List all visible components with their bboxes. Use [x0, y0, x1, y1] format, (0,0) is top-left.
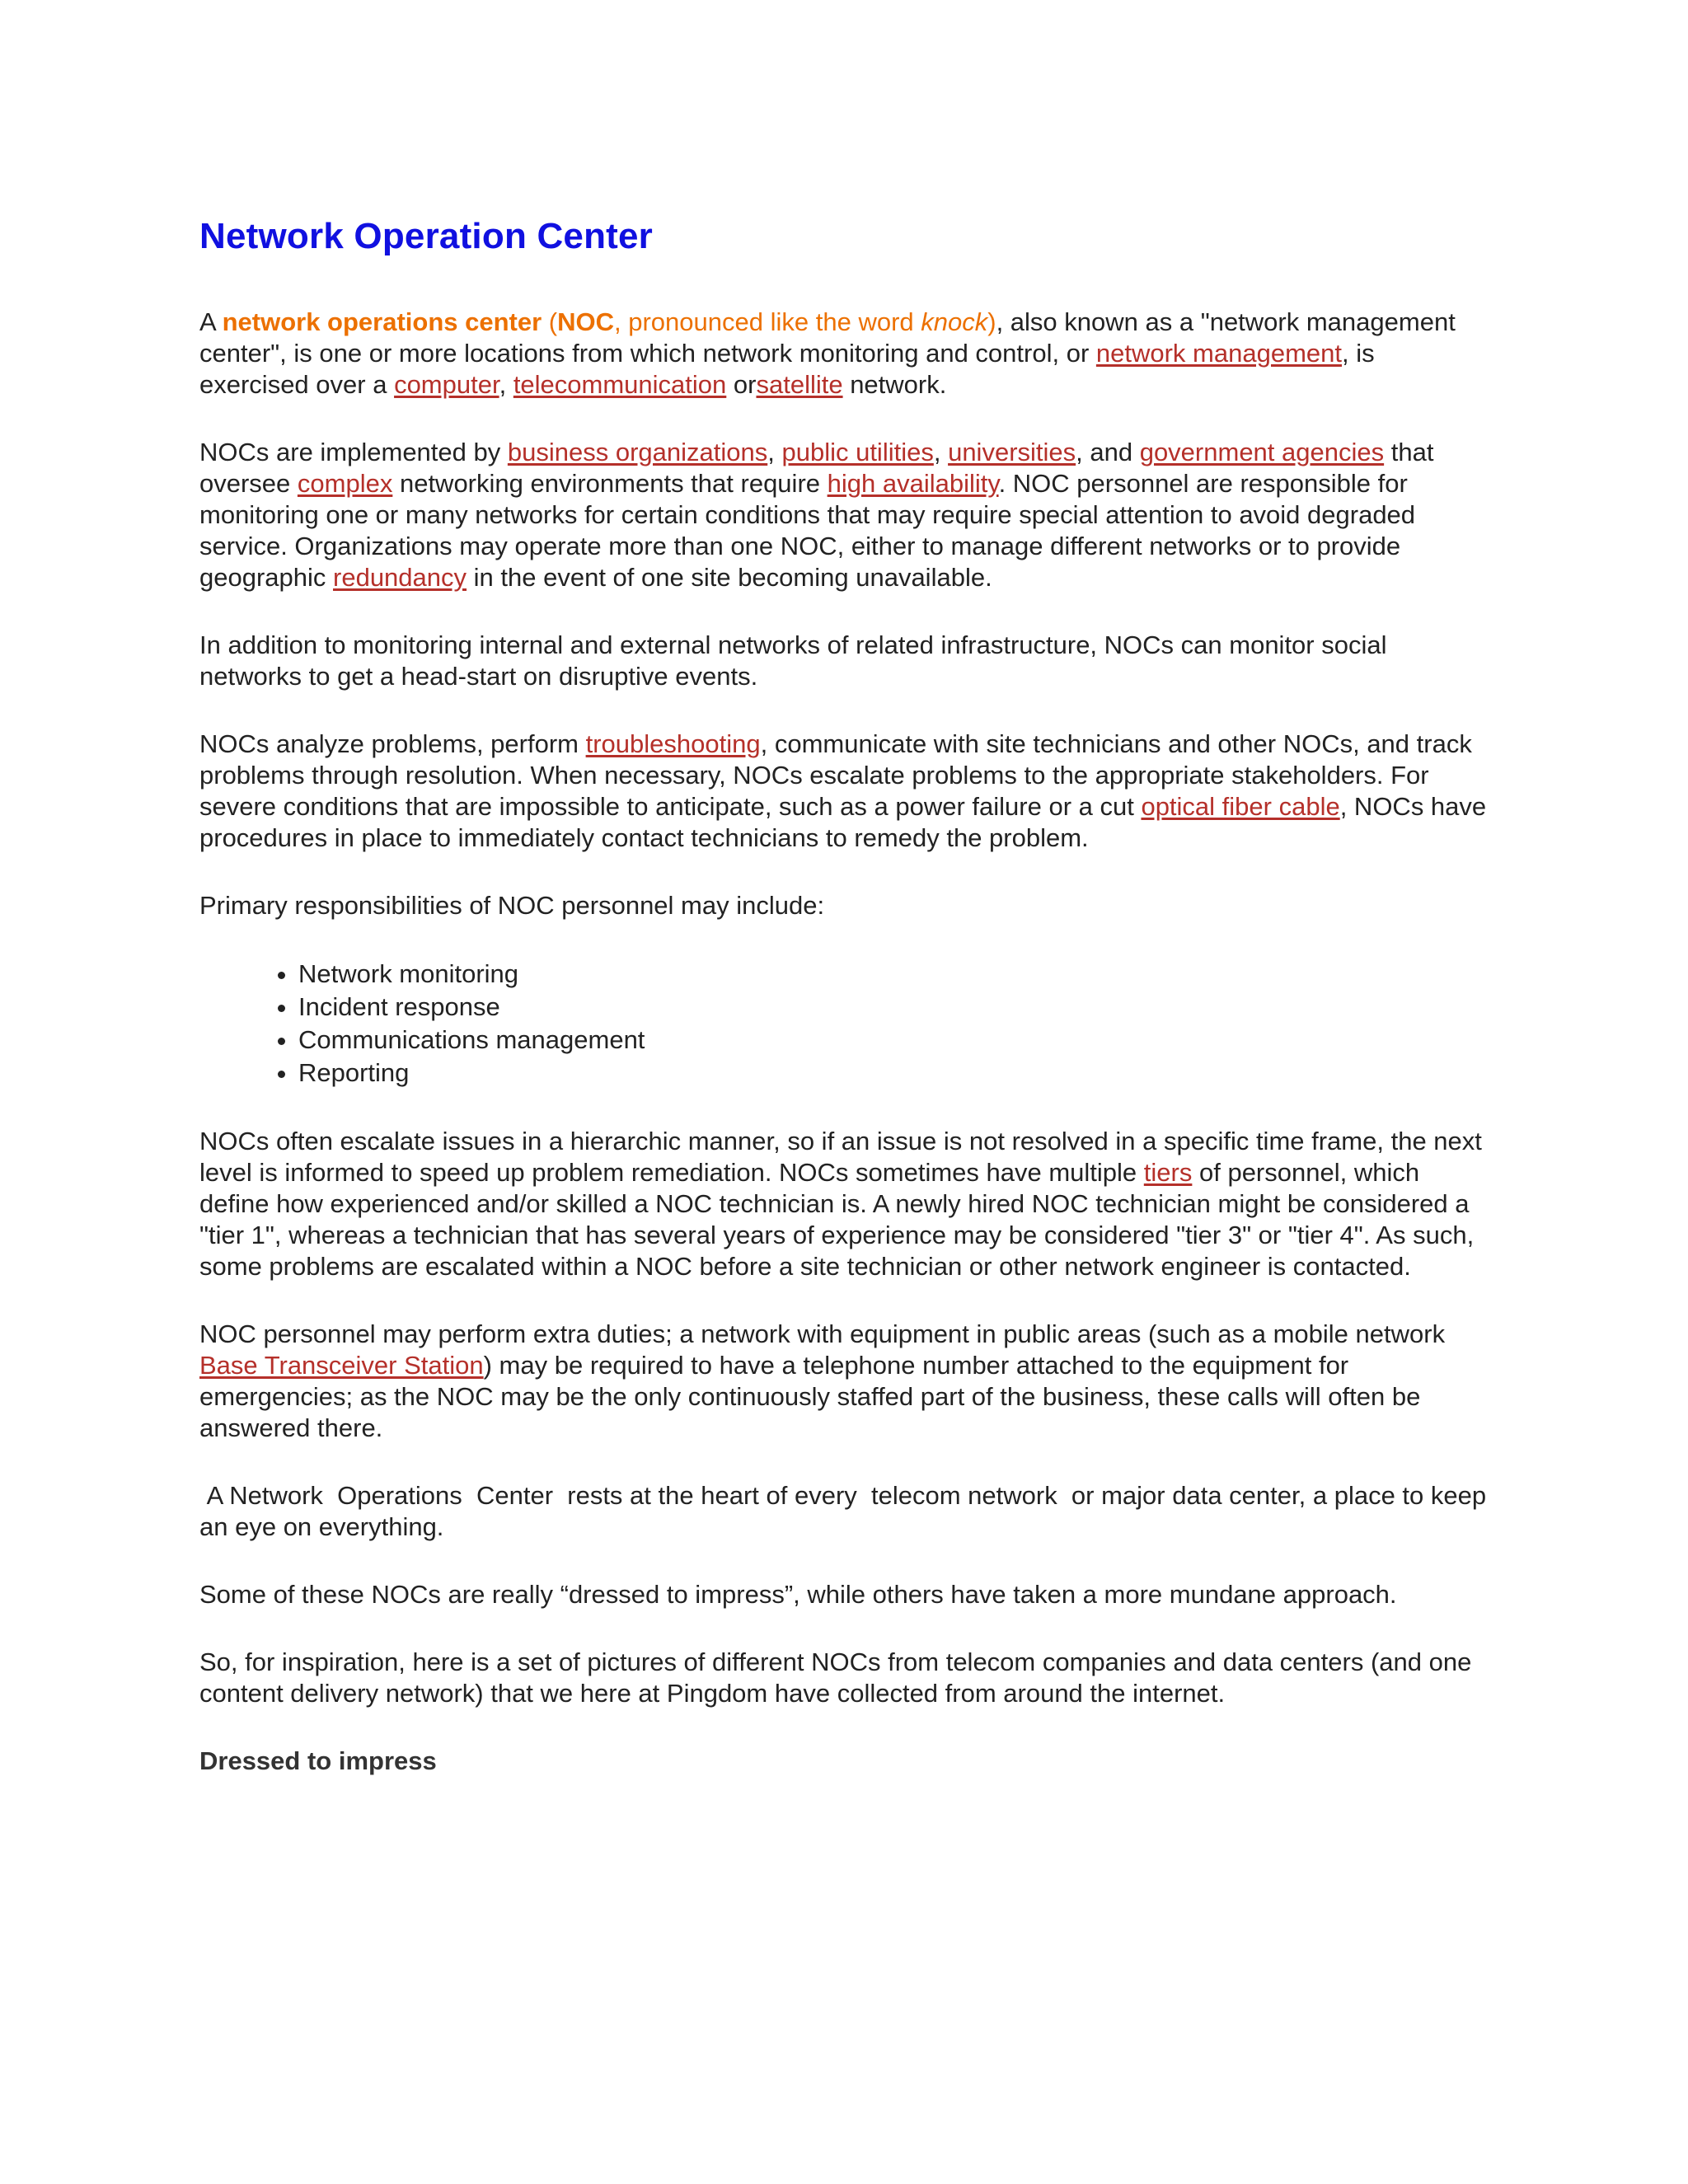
- list-item: • Reporting: [298, 1057, 1490, 1090]
- text-run: ,: [933, 438, 949, 466]
- text-run: ) may be required to have a telephone number attached to the equipment for emergencies; as the NOC may be the only continuously staffed part of the business, these calls will often be answered there.: [199, 1351, 1421, 1442]
- text-run: NOCs are implemented by: [199, 438, 508, 466]
- link-universities[interactable]: universities: [948, 438, 1076, 466]
- text-run: , is exercised over a: [199, 339, 1375, 399]
- link-computer[interactable]: computer: [394, 370, 499, 399]
- text-run: , NOCs have procedures in place to immediately contact technicians to remedy the problem.: [199, 792, 1487, 852]
- text-run: A: [199, 307, 223, 336]
- text-run: networking environments that require: [392, 469, 828, 498]
- link-satellite[interactable]: satellite: [756, 370, 843, 399]
- inspiration-paragraph: So, for inspiration, here is a set of pictures of different NOCs from telecom companies and data centers (and one content delivery network) that we here at Pingdom have collected from around the internet.: [199, 1647, 1472, 1708]
- text-run: , communicate with site technicians and other NOCs, and track problems through resolution. When necessary, NOCs escalate problems to the appropriate stakeholders. For severe conditions that are impossible to anticipate, such as a power failure or a cut: [199, 729, 1472, 821]
- list-item: • Incident response: [298, 991, 1490, 1024]
- text-run: ): [987, 307, 996, 336]
- responsibilities-intro: Primary responsibilities of NOC personnel may include:: [199, 891, 825, 920]
- escalation-paragraph: [199, 1126, 1490, 1282]
- link-complex[interactable]: complex: [297, 469, 393, 498]
- link-tiers[interactable]: tiers: [1143, 1158, 1193, 1187]
- link-government-agencies[interactable]: government agencies: [1139, 438, 1385, 466]
- text-run: (: [542, 307, 558, 336]
- term-network-operations-center: network operations center: [222, 307, 542, 336]
- text-run: in the event of one site becoming unavailable.: [467, 563, 992, 592]
- implementation-paragraph: [199, 437, 1490, 593]
- intro-paragraph: [199, 307, 1490, 401]
- link-telecommunication[interactable]: telecommunication: [513, 370, 727, 399]
- text-run: NOC personnel may perform extra duties; a network with equipment in public areas (such as a mobile network: [199, 1319, 1446, 1348]
- dressed-paragraph: Some of these NOCs are really “dressed to impress”, while others have taken a more mundane approach.: [199, 1580, 1397, 1609]
- list-item: • Communications management: [298, 1024, 1490, 1057]
- extra-duties-paragraph: [199, 1319, 1490, 1444]
- pronunciation-text: , pronounced like the word: [614, 307, 921, 336]
- link-troubleshooting[interactable]: troubleshooting: [585, 729, 761, 758]
- section-heading: Dressed to impress: [199, 1746, 437, 1775]
- heart-paragraph: A Network Operations Center rests at the heart of every telecom network or major data center, a place to keep an eye on everything.: [199, 1481, 1493, 1541]
- page-title: Network Operation Center: [199, 216, 654, 256]
- link-optical-fiber-cable[interactable]: optical fiber cable: [1141, 792, 1340, 821]
- text-run: NOCs analyze problems, perform: [199, 729, 586, 758]
- link-public-utilities[interactable]: public utilities: [781, 438, 934, 466]
- text-run: ,: [767, 438, 782, 466]
- link-high-availability[interactable]: high availability: [827, 469, 999, 498]
- text-run: , and: [1076, 438, 1140, 466]
- list-item: • Network monitoring: [298, 958, 1490, 991]
- text-run: , also known as a "network management center", is one or more locations from which network monitoring and control, or: [199, 307, 1456, 368]
- text-run: . NOC personnel are responsible for monitoring one or many networks for certain conditions that may require special attention to avoid degraded service. Organizations may operate more than one NOC, either to manage different networks or to provide geographic: [199, 469, 1416, 592]
- term-noc: NOC: [557, 307, 615, 336]
- text-run: of personnel, which define how experienced and/or skilled a NOC technician is. A newly hired NOC technician might be considered a "tier 1", whereas a technician that has several years of experience may be considered "tier 3" or "tier 4". As such, some problems are escalated within a NOC before a site technician or other network engineer is contacted.: [199, 1158, 1475, 1281]
- link-redundancy[interactable]: redundancy: [333, 563, 467, 592]
- responsibilities-list: [199, 958, 1490, 1090]
- text-run: NOCs often escalate issues in a hierarchic manner, so if an issue is not resolved in a specific time frame, the next level is informed to speed up problem remediation. NOCs sometimes have multiple: [199, 1127, 1482, 1187]
- troubleshooting-paragraph: [199, 729, 1490, 854]
- link-business-organizations[interactable]: business organizations: [507, 438, 768, 466]
- link-network-management[interactable]: network management: [1095, 339, 1342, 368]
- pronunciation-word: knock: [921, 307, 988, 336]
- text-run: ,: [499, 370, 513, 399]
- text-run: that oversee: [199, 438, 1434, 498]
- text-run: network.: [842, 370, 947, 399]
- social-monitoring-paragraph: In addition to monitoring internal and external networks of related infrastructure, NOCs can monitor social networks to get a head-start on disruptive events.: [199, 630, 1387, 691]
- text-run: or: [726, 370, 757, 399]
- link-base-transceiver-station[interactable]: Base Transceiver Station: [199, 1351, 484, 1380]
